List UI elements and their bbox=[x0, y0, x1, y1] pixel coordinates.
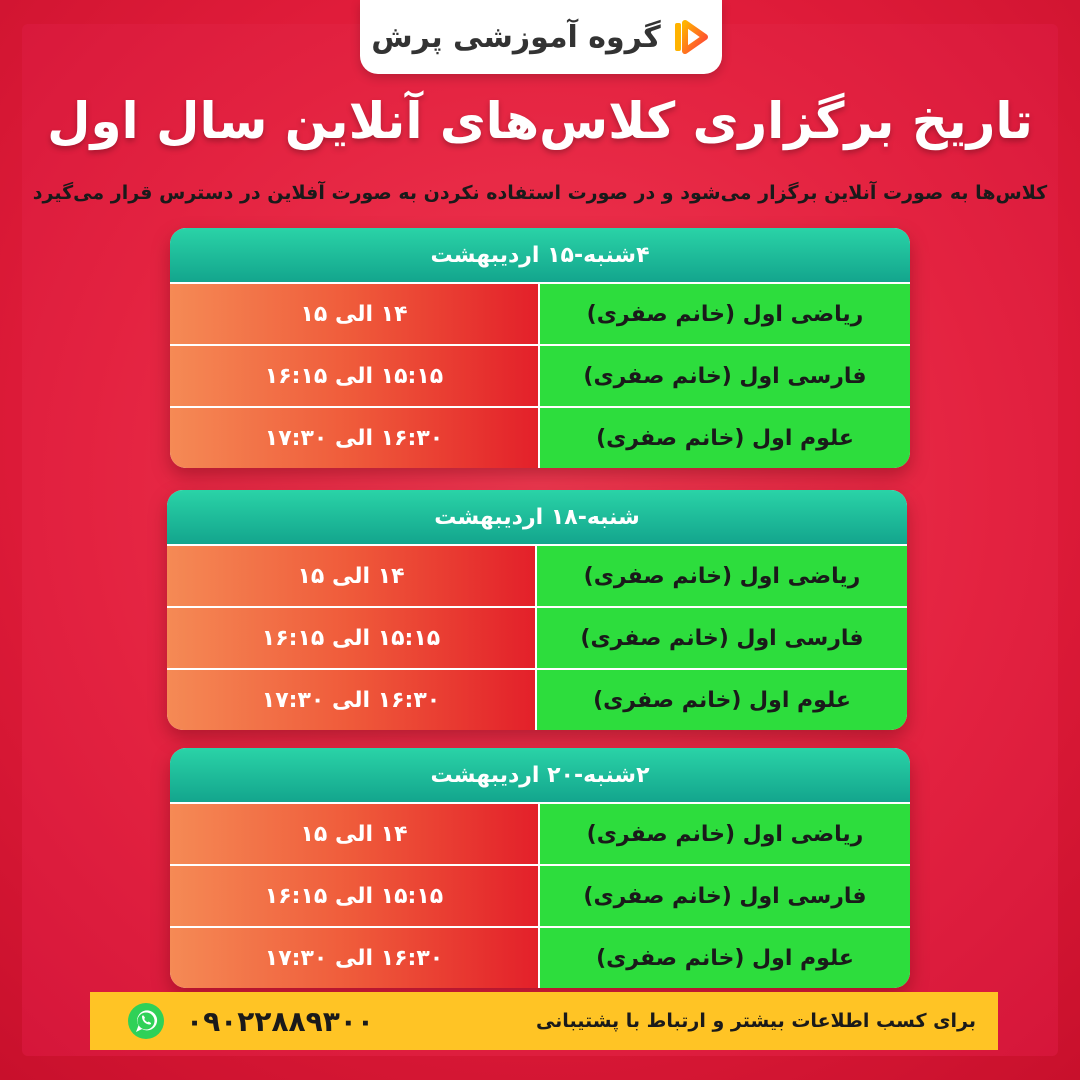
schedule-card bbox=[167, 490, 907, 730]
subject-cell: فارسی اول (خانم صفری) bbox=[538, 866, 910, 926]
table-row bbox=[167, 670, 907, 730]
schedule-card bbox=[170, 748, 910, 988]
table-row bbox=[170, 866, 910, 928]
time-cell: ۱۴ الی ۱۵ bbox=[167, 546, 535, 606]
table-row bbox=[170, 346, 910, 408]
subject-cell: علوم اول (خانم صفری) bbox=[538, 928, 910, 988]
phone-group[interactable] bbox=[126, 1001, 374, 1041]
table-row bbox=[167, 608, 907, 670]
time-cell: ۱۶:۳۰ الی ۱۷:۳۰ bbox=[170, 408, 538, 468]
schedule-date: ۲شنبه-۲۰ اردیبهشت bbox=[170, 748, 910, 804]
phone-number[interactable]: ۰۹۰۲۲۸۸۹۳۰۰ bbox=[186, 1004, 374, 1038]
schedule-date: ۴شنبه-۱۵ اردیبهشت bbox=[170, 228, 910, 284]
table-row bbox=[170, 284, 910, 346]
brand-logo-box bbox=[360, 0, 722, 74]
subject-cell: فارسی اول (خانم صفری) bbox=[535, 608, 907, 668]
subject-cell: ریاضی اول (خانم صفری) bbox=[535, 546, 907, 606]
brand-logo-icon bbox=[671, 17, 711, 57]
subject-cell: فارسی اول (خانم صفری) bbox=[538, 346, 910, 406]
time-cell: ۱۶:۳۰ الی ۱۷:۳۰ bbox=[167, 670, 535, 730]
time-cell: ۱۴ الی ۱۵ bbox=[170, 804, 538, 864]
time-cell: ۱۶:۳۰ الی ۱۷:۳۰ bbox=[170, 928, 538, 988]
contact-footer bbox=[90, 992, 998, 1050]
page-subtitle: کلاس‌ها به صورت آنلاین برگزار می‌شود و در صورت استفاده نکردن به صورت آفلاین در دسترس قرار می‌گیرد bbox=[32, 182, 1048, 204]
table-row bbox=[167, 546, 907, 608]
schedule-card bbox=[170, 228, 910, 468]
time-cell: ۱۵:۱۵ الی ۱۶:۱۵ bbox=[167, 608, 535, 668]
whatsapp-icon[interactable] bbox=[126, 1001, 166, 1041]
table-row bbox=[170, 928, 910, 988]
time-cell: ۱۴ الی ۱۵ bbox=[170, 284, 538, 344]
time-cell: ۱۵:۱۵ الی ۱۶:۱۵ bbox=[170, 866, 538, 926]
subject-cell: علوم اول (خانم صفری) bbox=[535, 670, 907, 730]
subject-cell: علوم اول (خانم صفری) bbox=[538, 408, 910, 468]
time-cell: ۱۵:۱۵ الی ۱۶:۱۵ bbox=[170, 346, 538, 406]
table-row bbox=[170, 408, 910, 468]
schedule-date: شنبه-۱۸ اردیبهشت bbox=[167, 490, 907, 546]
footer-text: برای کسب اطلاعات بیشتر و ارتباط با پشتیبانی bbox=[535, 1010, 976, 1032]
subject-cell: ریاضی اول (خانم صفری) bbox=[538, 284, 910, 344]
subject-cell: ریاضی اول (خانم صفری) bbox=[538, 804, 910, 864]
table-row bbox=[170, 804, 910, 866]
brand-name: گروه آموزشی پرش bbox=[371, 19, 661, 55]
page-title: تاریخ برگزاری کلاس‌های آنلاین سال اول bbox=[47, 92, 1033, 150]
